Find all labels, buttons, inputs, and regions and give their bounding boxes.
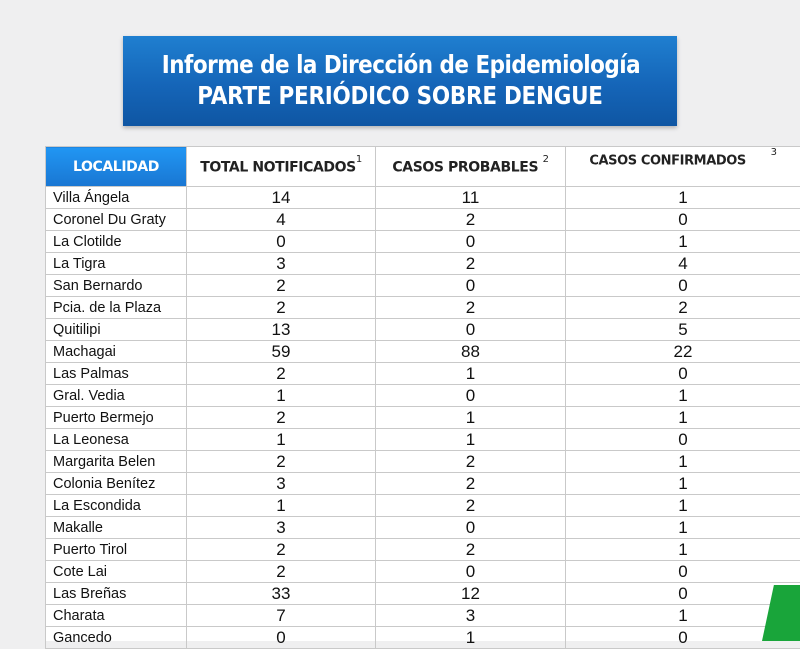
total-notificados-cell: 1	[187, 429, 376, 451]
casos-confirmados-cell: 1	[566, 231, 800, 253]
total-notificados-cell: 0	[187, 231, 376, 253]
total-notificados-cell: 2	[187, 363, 376, 385]
casos-probables-cell: 0	[376, 275, 566, 297]
localidad-cell: Puerto Bermejo	[46, 407, 187, 429]
localidad-cell: Gancedo	[46, 627, 187, 649]
casos-confirmados-cell: 0	[566, 209, 800, 231]
table-row	[46, 297, 800, 319]
casos-probables-cell: 2	[376, 297, 566, 319]
casos-confirmados-cell: 0	[566, 429, 800, 451]
table-row	[46, 385, 800, 407]
localidad-cell: Las Breñas	[46, 583, 187, 605]
table-row	[46, 253, 800, 275]
column-header-casos-probables: CASOS PROBABLES $^2$	[376, 147, 566, 187]
casos-confirmados-cell: 1	[566, 539, 800, 561]
casos-probables-cell: 2	[376, 451, 566, 473]
casos-confirmados-cell: 0	[566, 627, 800, 649]
table-row	[46, 407, 800, 429]
casos-confirmados-cell: 1	[566, 451, 800, 473]
localidad-cell: Pcia. de la Plaza	[46, 297, 187, 319]
table-row	[46, 627, 800, 649]
localidad-cell: Gral. Vedia	[46, 385, 187, 407]
total-notificados-cell: 2	[187, 275, 376, 297]
casos-probables-cell: 3	[376, 605, 566, 627]
localidad-cell: La Escondida	[46, 495, 187, 517]
localidad-cell: Colonia Benítez	[46, 473, 187, 495]
casos-confirmados-cell: 1	[566, 407, 800, 429]
casos-confirmados-cell: 1	[566, 517, 800, 539]
localidad-cell: San Bernardo	[46, 275, 187, 297]
column-header-casos-confirmados: CASOS CONFIRMADOS $^3$	[566, 147, 800, 187]
casos-probables-cell: 0	[376, 231, 566, 253]
total-notificados-cell: 2	[187, 539, 376, 561]
localidad-cell: Las Palmas	[46, 363, 187, 385]
table-row	[46, 319, 800, 341]
report-title-banner	[123, 36, 677, 126]
table-row	[46, 275, 800, 297]
localidad-cell: Machagai	[46, 341, 187, 363]
casos-confirmados-cell: 1	[566, 187, 800, 209]
total-notificados-cell: 4	[187, 209, 376, 231]
table-row	[46, 583, 800, 605]
total-notificados-cell: 7	[187, 605, 376, 627]
casos-probables-cell: 11	[376, 187, 566, 209]
column-header-total-notificados: TOTAL NOTIFICADOS$^1$	[187, 147, 376, 187]
casos-confirmados-cell: 1	[566, 605, 800, 627]
total-notificados-cell: 1	[187, 385, 376, 407]
casos-probables-cell: 0	[376, 385, 566, 407]
casos-probables-cell: 2	[376, 539, 566, 561]
casos-confirmados-cell: 0	[566, 583, 800, 605]
total-notificados-cell: 2	[187, 297, 376, 319]
localidad-cell: Quitilipi	[46, 319, 187, 341]
dengue-cases-table	[45, 146, 800, 649]
total-notificados-cell: 3	[187, 517, 376, 539]
casos-probables-cell: 12	[376, 583, 566, 605]
casos-confirmados-cell: 1	[566, 495, 800, 517]
total-notificados-cell: 2	[187, 561, 376, 583]
table-body	[46, 187, 800, 649]
table-row	[46, 187, 800, 209]
table-row	[46, 209, 800, 231]
total-notificados-cell: 2	[187, 407, 376, 429]
casos-probables-cell: 0	[376, 319, 566, 341]
total-notificados-cell: 0	[187, 627, 376, 649]
casos-confirmados-cell: 0	[566, 561, 800, 583]
total-notificados-cell: 33	[187, 583, 376, 605]
casos-probables-cell: 1	[376, 627, 566, 649]
table-row	[46, 363, 800, 385]
total-notificados-cell: 3	[187, 253, 376, 275]
table-row	[46, 473, 800, 495]
total-notificados-cell: 59	[187, 341, 376, 363]
casos-probables-cell: 1	[376, 429, 566, 451]
table-header-row	[46, 147, 800, 187]
casos-probables-cell: 2	[376, 253, 566, 275]
total-notificados-cell: 3	[187, 473, 376, 495]
casos-confirmados-cell: 1	[566, 473, 800, 495]
table-row	[46, 605, 800, 627]
table-row	[46, 561, 800, 583]
localidad-cell: Margarita Belen	[46, 451, 187, 473]
table-row	[46, 517, 800, 539]
casos-confirmados-cell: 4	[566, 253, 800, 275]
casos-probables-cell: 2	[376, 473, 566, 495]
casos-probables-cell: 2	[376, 495, 566, 517]
table-row	[46, 341, 800, 363]
localidad-cell: La Leonesa	[46, 429, 187, 451]
column-header-localidad: LOCALIDAD	[46, 147, 187, 187]
total-notificados-cell: 2	[187, 451, 376, 473]
table-row	[46, 429, 800, 451]
casos-confirmados-cell: 0	[566, 275, 800, 297]
casos-confirmados-cell: 22	[566, 341, 800, 363]
localidad-cell: Makalle	[46, 517, 187, 539]
table-row	[46, 539, 800, 561]
casos-probables-cell: 88	[376, 341, 566, 363]
casos-confirmados-cell: 2	[566, 297, 800, 319]
localidad-cell: La Tigra	[46, 253, 187, 275]
casos-probables-cell: 1	[376, 407, 566, 429]
casos-probables-cell: 0	[376, 517, 566, 539]
casos-probables-cell: 0	[376, 561, 566, 583]
total-notificados-cell: 14	[187, 187, 376, 209]
localidad-cell: Cote Lai	[46, 561, 187, 583]
localidad-cell: Puerto Tirol	[46, 539, 187, 561]
casos-confirmados-cell: 0	[566, 363, 800, 385]
localidad-cell: Villa Ángela	[46, 187, 187, 209]
table-row	[46, 451, 800, 473]
report-title: Informe de la Dirección de Epidemiología	[162, 50, 638, 79]
localidad-cell: La Clotilde	[46, 231, 187, 253]
casos-probables-cell: 1	[376, 363, 566, 385]
total-notificados-cell: 1	[187, 495, 376, 517]
casos-probables-cell: 2	[376, 209, 566, 231]
localidad-cell: Charata	[46, 605, 187, 627]
localidad-cell: Coronel Du Graty	[46, 209, 187, 231]
casos-confirmados-cell: 1	[566, 385, 800, 407]
table-row	[46, 495, 800, 517]
casos-confirmados-cell: 5	[566, 319, 800, 341]
report-subtitle: PARTE PERIÓDICO SOBRE DENGUE	[162, 81, 638, 110]
total-notificados-cell: 13	[187, 319, 376, 341]
table-row	[46, 231, 800, 253]
dengue-table-container	[45, 146, 800, 641]
